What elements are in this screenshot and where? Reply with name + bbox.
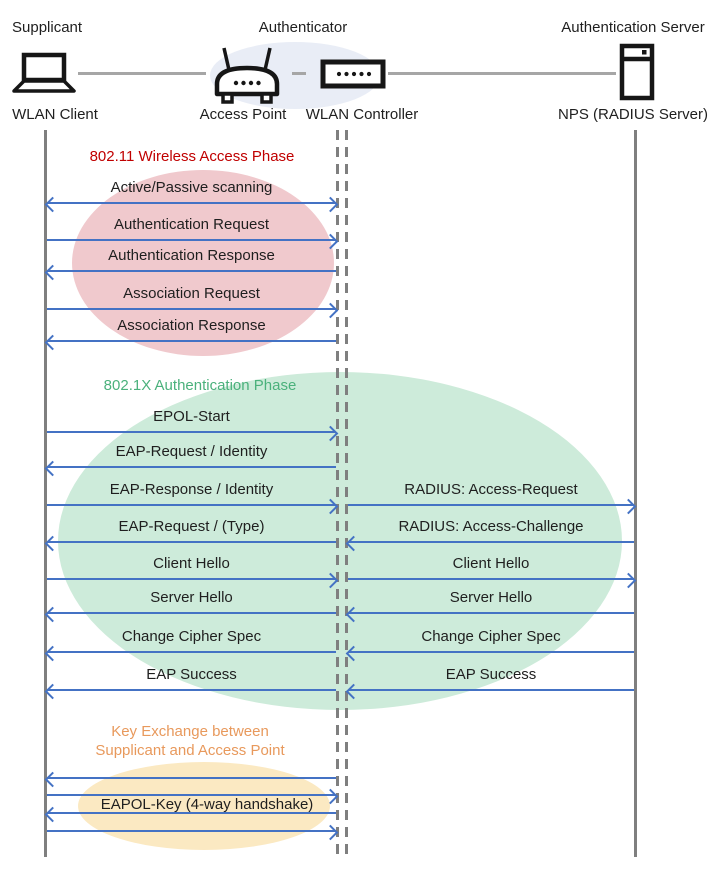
server-tower-icon xyxy=(619,43,655,101)
message-epol-start xyxy=(46,407,337,438)
role-authenticator: Authenticator xyxy=(258,19,348,36)
message-radius-access-request xyxy=(347,480,635,511)
message-eap-response-identity xyxy=(46,480,337,511)
message-authentication-request xyxy=(46,215,337,246)
node-label-access-point: Access Point xyxy=(199,106,287,123)
message-association-response xyxy=(46,316,337,347)
message-label: Authentication Request xyxy=(113,216,270,233)
handshake-arrow-1-left xyxy=(46,772,337,784)
arrow-right xyxy=(46,499,337,511)
message-label: EAP-Request / (Type) xyxy=(118,518,265,535)
phase2-title: 802.1X Authentication Phase xyxy=(103,377,297,394)
arrow-left xyxy=(46,646,337,658)
controller-box-icon xyxy=(320,59,386,89)
arrow-left xyxy=(46,684,337,696)
message-label: Client Hello xyxy=(153,555,230,572)
arrow-right xyxy=(46,303,337,315)
arrow-left xyxy=(46,461,337,473)
role-supplicant: Supplicant xyxy=(12,19,83,36)
message-label: Change Cipher Spec xyxy=(121,628,262,645)
message-label: EPOL-Start xyxy=(153,408,230,425)
message-label: EAP-Request / Identity xyxy=(115,443,268,460)
handshake-label: EAPOL-Key (4-way handshake) xyxy=(100,796,314,813)
message-authentication-response xyxy=(46,246,337,277)
arrow-right xyxy=(46,573,337,585)
arrow-bidirectional xyxy=(46,197,337,209)
arrow-left xyxy=(347,536,635,548)
message-server-hello-right xyxy=(347,588,635,619)
message-label: Authentication Response xyxy=(108,247,275,264)
message-label: Active/Passive scanning xyxy=(110,179,273,196)
message-eap-success-left xyxy=(46,665,337,696)
node-label-wlan-client: WLAN Client xyxy=(12,106,98,123)
node-label-nps: NPS (RADIUS Server) xyxy=(557,106,709,123)
message-label: EAP-Response / Identity xyxy=(109,481,274,498)
message-label: Association Request xyxy=(123,285,260,302)
arrow-left xyxy=(347,646,635,658)
arrow-left xyxy=(46,607,337,619)
wireless-router-icon xyxy=(212,44,282,106)
connector-controller-server xyxy=(388,72,616,75)
phase3-title-line2: Supplicant and Access Point xyxy=(95,742,285,759)
node-label-wlan-controller: WLAN Controller xyxy=(305,106,419,123)
connector-client-ap xyxy=(78,72,206,75)
message-association-request xyxy=(46,284,337,315)
connector-ap-controller xyxy=(292,72,306,75)
handshake-arrow-4-right xyxy=(46,825,337,837)
phase3-title xyxy=(60,722,320,760)
role-authentication-server: Authentication Server xyxy=(561,19,705,36)
arrow-right xyxy=(347,499,635,511)
laptop-icon xyxy=(12,52,76,94)
message-server-hello-left xyxy=(46,588,337,619)
arrow-right xyxy=(46,426,337,438)
message-client-hello-right xyxy=(347,554,635,585)
message-label: EAP Success xyxy=(146,666,237,683)
message-radius-access-challenge xyxy=(347,517,635,548)
phase3-title-line1: Key Exchange between xyxy=(111,723,269,740)
phase1-title: 802.11 Wireless Access Phase xyxy=(89,148,295,165)
arrow-left xyxy=(46,536,337,548)
arrow-left xyxy=(46,265,337,277)
arrow-right xyxy=(347,573,635,585)
message-label: Server Hello xyxy=(449,589,533,606)
message-active-passive-scanning xyxy=(46,178,337,209)
message-label: Server Hello xyxy=(150,589,233,606)
message-label: RADIUS: Access-Challenge xyxy=(398,518,584,535)
arrow-left xyxy=(46,335,337,347)
message-label: RADIUS: Access-Request xyxy=(404,481,578,498)
message-change-cipher-spec-right xyxy=(347,627,635,658)
message-label: Change Cipher Spec xyxy=(421,628,561,645)
message-client-hello-left xyxy=(46,554,337,585)
arrow-right xyxy=(46,234,337,246)
message-label: Client Hello xyxy=(452,555,530,572)
message-label: Association Response xyxy=(117,317,266,334)
arrow-left xyxy=(347,607,635,619)
message-eap-success-right xyxy=(347,665,635,696)
message-label: EAP Success xyxy=(445,666,537,683)
message-change-cipher-spec-left xyxy=(46,627,337,658)
message-eap-request-identity xyxy=(46,442,337,473)
message-eap-request-type xyxy=(46,517,337,548)
arrow-left xyxy=(347,684,635,696)
